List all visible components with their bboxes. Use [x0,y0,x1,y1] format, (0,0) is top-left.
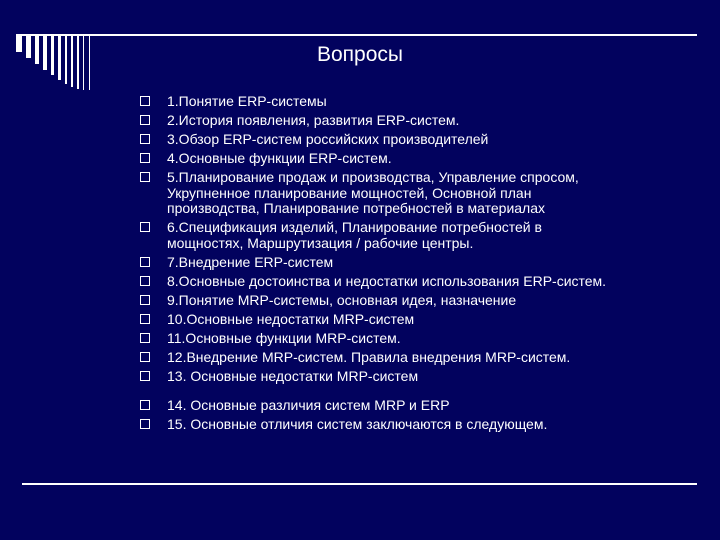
square-bullet-icon [140,134,150,144]
decorative-top-line [16,34,697,36]
list-item: 13. Основные недостатки MRP-систем [140,369,700,385]
list-item: 7.Внедрение ERP-систем [140,255,700,271]
slide-title: Вопросы [316,43,403,66]
list-item: 3.Обзор ERP-систем российских производителей [140,132,700,148]
square-bullet-icon [140,257,150,267]
square-bullet-icon [140,276,150,286]
decorative-bars [16,34,106,90]
list-item: 15. Основные отличия систем заключаются в следующем. [140,417,700,433]
list-item: 2.История появления, развития ERP-систем. [140,113,700,129]
square-bullet-icon [140,314,150,324]
list-item: 14. Основные различия систем MRP и ERP [140,398,700,414]
list-item: 10.Основные недостатки MRP-систем [140,312,700,328]
list-item: 9.Понятие MRP-системы, основная идея, назначение [140,293,700,309]
list-item: 5.Планирование продаж и производства, Управление спросом, Укрупненное планирование мощностей, Основной план производства, Планирование потребностей в материалах [140,170,700,217]
list-item: 6.Спецификация изделий, Планирование потребностей в мощностях, Маршрутизация / рабочие центры. [140,220,700,251]
list-item: 12.Внедрение MRP-систем. Правила внедрения MRP-систем. [140,350,700,366]
square-bullet-icon [140,96,150,106]
question-list [140,94,700,436]
list-item: 1.Понятие ERP-системы [140,94,700,110]
square-bullet-icon [140,153,150,163]
list-item: 8.Основные достоинства и недостатки использования ERP-систем. [140,274,700,290]
square-bullet-icon [140,333,150,343]
list-item: 11.Основные функции MRP-систем. [140,331,700,347]
square-bullet-icon [140,352,150,362]
square-bullet-icon [140,172,150,182]
square-bullet-icon [140,419,150,429]
square-bullet-icon [140,295,150,305]
square-bullet-icon [140,222,150,232]
list-item: 4.Основные функции ERP-систем. [140,151,700,167]
square-bullet-icon [140,371,150,381]
square-bullet-icon [140,400,150,410]
decorative-bottom-line [22,483,697,485]
square-bullet-icon [140,115,150,125]
